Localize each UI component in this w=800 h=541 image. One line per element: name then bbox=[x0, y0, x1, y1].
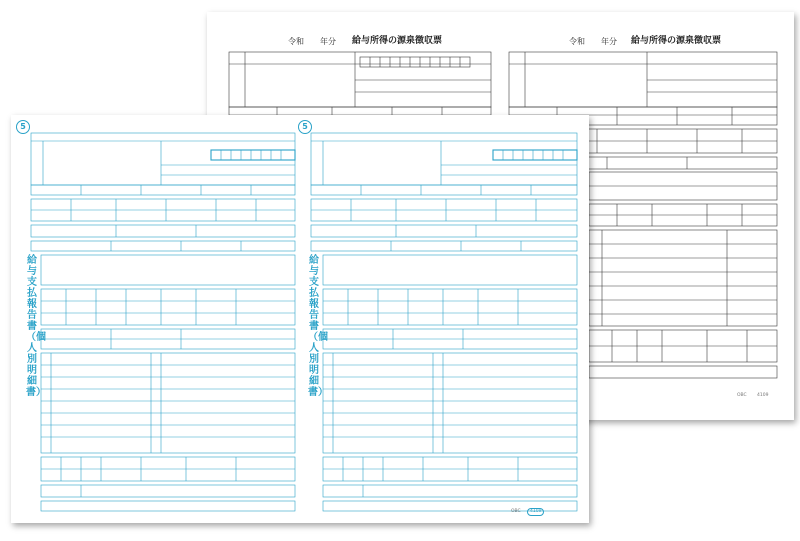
vertical-form-title-right: 給与支払報告書（個人別明細書） bbox=[308, 255, 328, 398]
section-number-badge: 5 bbox=[16, 120, 30, 134]
front-form-grid bbox=[11, 115, 589, 523]
vertical-form-title: 給与支払報告書（個人別明細書） bbox=[26, 255, 46, 398]
front-form-sheet bbox=[11, 115, 589, 523]
back-form-title-right: 給与所得の源泉徴収票 bbox=[631, 36, 722, 46]
back-form-code: OBC bbox=[737, 393, 747, 398]
front-form-code: OBC bbox=[511, 509, 521, 514]
back-form-number: 4109 bbox=[757, 393, 769, 398]
front-form-number: 4109 bbox=[527, 508, 544, 516]
section-number-badge-right: 5 bbox=[298, 120, 312, 134]
back-form-title: 給与所得の源泉徴収票 bbox=[352, 36, 443, 46]
back-era-label-right: 令和 年分 bbox=[569, 37, 617, 46]
back-era-label: 令和 年分 bbox=[288, 37, 336, 46]
